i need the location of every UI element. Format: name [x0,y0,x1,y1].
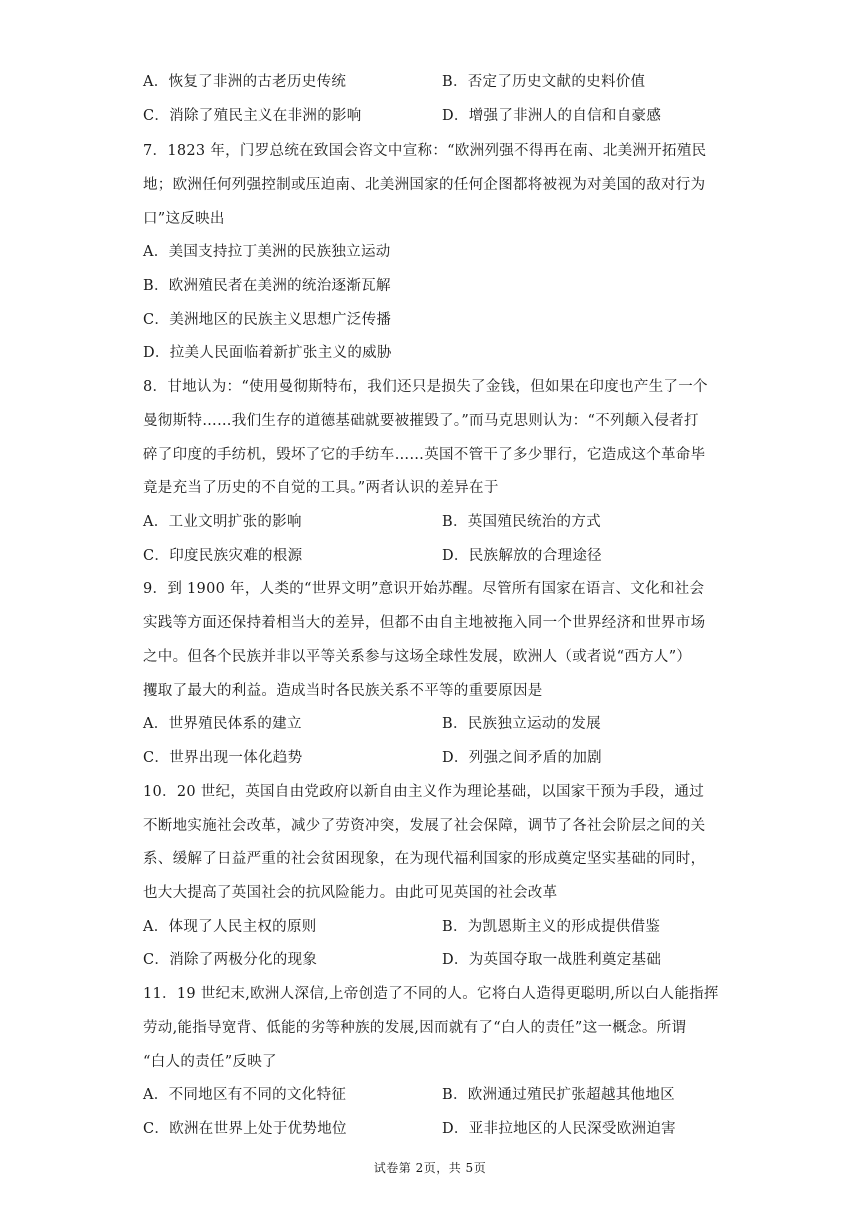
q6-option-c: C．消除了殖民主义在非洲的影响 [143,108,362,124]
q8-stem-line: 8．甘地认为：“使用曼彻斯特布，我们还只是损失了金钱，但如果在印度也产生了一个 [143,379,708,395]
q7-option-b: B．欧洲殖民者在美洲的统治逐渐瓦解 [143,278,391,294]
q11-option-c: C．欧洲在世界上处于优势地位 [143,1121,347,1137]
q8-option-c: C．印度民族灾难的根源 [143,548,303,564]
q8-option-a: A．工业文明扩张的影响 [143,514,302,530]
q9-option-c: C．世界出现一体化趋势 [143,750,303,766]
q11-stem-line: 劳动,能指导宽背、低能的劣等种族的发展,因而就有了“白人的责任”这一概念。所谓 [143,1020,687,1036]
q10-option-c: C．消除了两极分化的现象 [143,952,318,968]
q9-stem-line: 之中。但各个民族并非以平等关系参与这场全球性发展，欧洲人（或者说“西方人”） [143,649,692,665]
q11-option-a: A．不同地区有不同的文化特征 [143,1087,347,1103]
q9-stem-line: 实践等方面还保持着相当大的差异，但都不由自主地被拖入同一个世界经济和世界市场 [143,615,706,631]
q9-stem-line: 攫取了最大的利益。造成当时各民族关系不平等的重要原因是 [143,683,543,699]
q7-stem-line: 地；欧洲任何列强控制或压迫南、北美洲国家的任何企图都将被视为对美国的敌对行为 [143,177,706,193]
q11-option-d: D．亚非拉地区的人民深受欧洲迫害 [442,1121,676,1137]
q9-option-b: B．民族独立运动的发展 [442,716,601,732]
q6-option-a: A．恢复了非洲的古老历史传统 [143,74,347,90]
q11-stem-line: 11．19 世纪末,欧洲人深信,上帝创造了不同的人。它将白人造得更聪明,所以白人能指挥 [143,986,719,1002]
q7-option-a: A．美国支持拉丁美洲的民族独立运动 [143,244,391,260]
q11-stem-line: “白人的责任”反映了 [143,1054,277,1070]
q10-option-a: A．体现了人民主权的原则 [143,919,317,935]
q11-option-b: B．欧洲通过殖民扩张超越其他地区 [442,1087,675,1103]
q10-stem-line: 10．20 世纪，英国自由党政府以新自由主义作为理论基础，以国家干预为手段，通过 [143,784,705,800]
q10-option-b: B．为凯恩斯主义的形成提供借鉴 [442,919,661,935]
q9-option-d: D．列强之间矛盾的加剧 [442,750,602,766]
q10-option-d: D．为英国夺取一战胜利奠定基础 [442,952,662,968]
q7-stem-line: 口”这反映出 [143,211,225,227]
q7-option-c: C．美洲地区的民族主义思想广泛传播 [143,312,392,328]
q9-stem-line: 9．到 1900 年，人类的“世界文明”意识开始苏醒。尽管所有国家在语言、文化和社会 [143,581,705,597]
q6-option-b: B．否定了历史文献的史料价值 [442,74,646,90]
q7-stem-line: 7．1823 年，门罗总统在致国会咨文中宣称：“欧洲列强不得再在南、北美洲开拓殖民 [143,143,707,159]
q10-stem-line: 系、缓解了日益严重的社会贫困现象，在为现代福利国家的形成奠定坚实基础的同时， [143,851,706,867]
q10-stem-line: 不断地实施社会改革，减少了劳资冲突，发展了社会保障，调节了各社会阶层之间的关 [143,818,706,834]
q8-stem-line: 碎了印度的手纺机，毁坏了它的手纺车……英国不管干了多少罪行，它造成这个革命毕 [143,447,706,463]
q7-option-d: D．拉美人民面临着新扩张主义的威胁 [143,345,392,361]
q8-stem-line: 曼彻斯特……我们生存的道德基础就要被摧毁了。”而马克思则认为：“不列颠入侵者打 [143,413,699,429]
q6-option-d: D．增强了非洲人的自信和自豪感 [442,108,662,124]
q8-option-b: B．英国殖民统治的方式 [442,514,601,530]
q8-stem-line: 竟是充当了历史的不自觉的工具。”两者认识的差异在于 [143,480,499,496]
q8-option-d: D．民族解放的合理途径 [442,548,602,564]
page-footer: 试卷第 2页，共 5页 [373,1161,487,1175]
q10-stem-line: 也大大提高了英国社会的抗风险能力。由此可见英国的社会改革 [143,885,558,901]
q9-option-a: A．世界殖民体系的建立 [143,716,302,732]
